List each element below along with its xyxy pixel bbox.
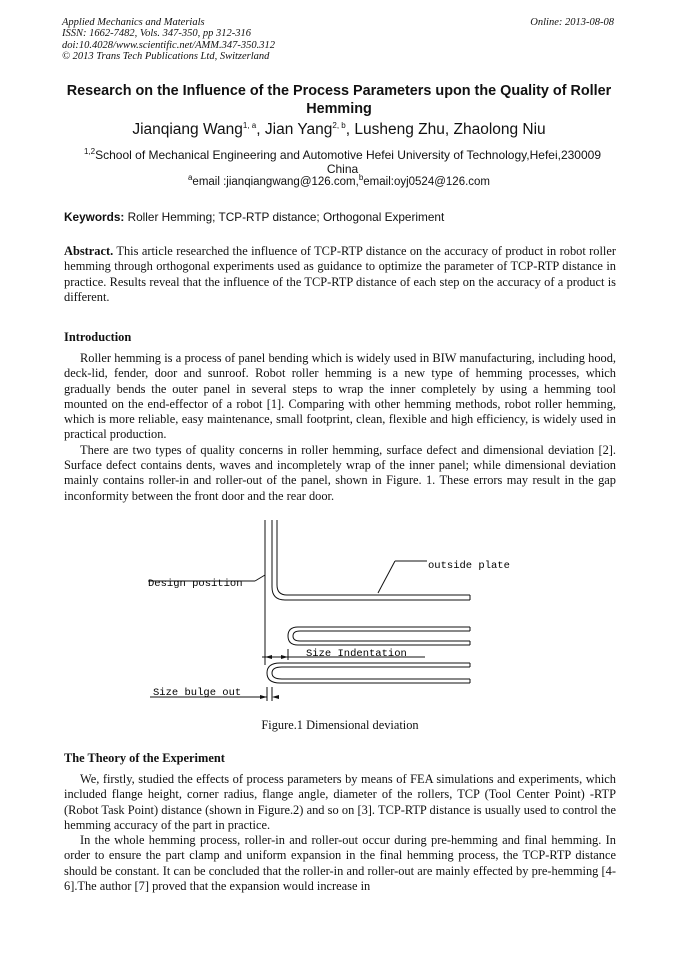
author-sup: 2, b: [332, 120, 346, 130]
outside-plate-inner: [277, 520, 470, 595]
author-name: Jianqiang Wang: [132, 121, 243, 138]
hem-bulge-inner: [272, 667, 470, 679]
email-sup-b: b: [358, 173, 364, 183]
label-size-indentation: Size Indentation: [306, 648, 407, 660]
label-size-bulge-out: Size bulge out: [153, 687, 242, 699]
keywords: [64, 210, 616, 224]
abstract-text: This article researched the influence of TCP-RTP distance on the accuracy of product in robot roller hemming through orthogonal experiments used as guidance to optimize the parameter of TCP-RTP distance in practice. Results reveal that the influence of the TCP-RTP distance of each step on the accuracy of a product is different.: [64, 244, 617, 304]
journal-header: [62, 17, 392, 63]
author-name: Jian Yang: [264, 121, 333, 138]
figure-dimensional-deviation: [140, 515, 540, 715]
leader-design-position: [255, 575, 265, 581]
abstract-label: Abstract.: [64, 244, 114, 258]
email-a[interactable]: email :jianqiangwang@126.com,: [192, 176, 359, 188]
issn-line: ISSN: 1662-7482, Vols. 347-350, pp 312-316: [62, 28, 251, 40]
abstract: [64, 244, 616, 305]
section-heading-theory: The Theory of the Experiment: [64, 751, 225, 765]
hem-bulge-outer: [267, 663, 470, 683]
paragraph: Roller hemming is a process of panel bending which is widely used in BIW manufacturing, including hood, deck-lid, fender, door and sunroof. Robot roller hemming is a new type of hemming processes, which gradually bends the outer panel in several steps to wrap the inner completely by using a hemming tool mounted on the end-effector of a robot [1]. Comparing with other hemming methods, robot roller hemming, which is more reliable, easy maintenance, small footprint, clean, flexible and high efficiency, is widely used in practical production.: [64, 351, 616, 442]
email-line: [62, 173, 616, 188]
journal-name: Applied Mechanics and Materials: [62, 17, 205, 28]
author-sup: 1, a: [242, 120, 257, 130]
copyright-line: © 2013 Trans Tech Publications Ltd, Switzerland: [62, 51, 270, 63]
theory-body: [64, 772, 616, 894]
paragraph: We, firstly, studied the effects of process parameters by means of FEA simulations and experiments, which included flange height, corner radius, flange angle, diameter of the rollers, TCP (Tool Center Point) -RTP (Robot Task Point) distance (shown in Figure.2) and so on [3]. TCP-RTP distance is usually used to control the hemming accuracy of the part in practice.: [64, 772, 616, 832]
section-heading-introduction: Introduction: [64, 330, 132, 344]
paragraph: In the whole hemming process, roller-in and roller-out occur during pre-hemming and final hemming. In order to ensure the part clamp and uniform expansion in the final hemming process, the TCP-RTP distance should be constant. It can be concluded that the roller-in and roller-out are mainly effected by pre-hemming [4-6].The author [7] proved that the expansion would increase in: [64, 833, 616, 894]
paragraph: There are two types of quality concerns in roller hemming, surface defect and dimensional deviation [2]. Surface defect contains dents, waves and incompletely wrap of the inner panel; while dimensional deviation mainly contains roller-in and roller-out of the panel, shown in Figure. 1. These errors may result in the gap inconformity between the front door and the rear door.: [64, 442, 616, 503]
hem-indentation-inner: [293, 631, 470, 641]
keywords-label: Keywords:: [64, 210, 125, 224]
online-date: Online: 2013-08-08: [530, 17, 614, 28]
paper-title: Research on the Influence of the Process Parameters upon the Quality of Roller Hemming: [66, 83, 612, 117]
affiliation-sup: 1,2: [84, 147, 96, 156]
author-list: Jianqiang Wang$^{1, a}$, Jian Yang$^{2, b}$, Lusheng Zhu, Zhaolong Niu: [132, 120, 546, 138]
affiliation-text: School of Mechanical Engineering and Automotive Hefei University of Technology,Hefei,230009 China: [95, 148, 601, 176]
hem-indentation-outer: [288, 627, 470, 645]
label-design-position: Design position: [148, 578, 243, 590]
label-outside-plate: outside plate: [428, 560, 510, 572]
author-name: Zhaolong Niu: [453, 121, 546, 138]
figure-caption: Figure.1 Dimensional deviation: [261, 718, 419, 732]
introduction-body: [64, 351, 616, 504]
author-name: Lusheng Zhu: [354, 121, 445, 138]
doi-line: doi:10.4028/www.scientific.net/AMM.347-350.312: [62, 39, 275, 51]
email-sup-a: a: [187, 173, 193, 183]
keywords-text: Roller Hemming; TCP-RTP distance; Orthogonal Experiment: [127, 210, 445, 224]
email-b[interactable]: email:oyj0524@126.com: [363, 176, 491, 188]
leader-outside-plate-diag: [378, 561, 395, 593]
affiliation: [70, 148, 615, 176]
